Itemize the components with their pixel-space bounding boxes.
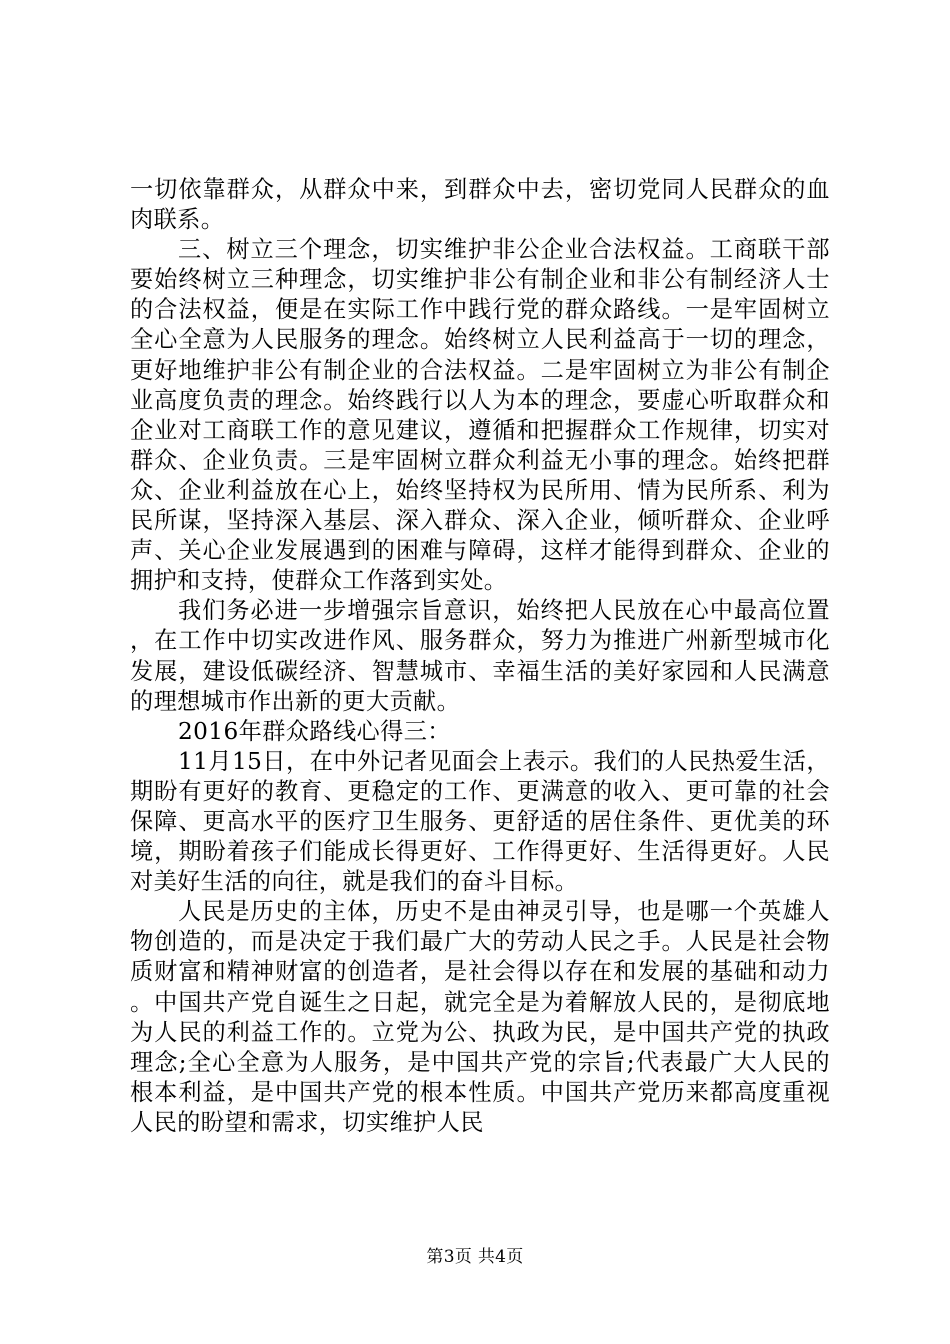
paragraph-three-concepts: 三、树立三个理念，切实维护非公企业合法权益。工商联干部要始终树立三种理念，切实维护非公有制企业和非公有制经济人士的合法权益，便是在实际工作中践行党的群众路线。一是牢固树立全心全意为人民服务的理念。始终树立人民利益高于一切的理念，更好地维护非公有制企业的合法权益。二是牢固树立为非公有制企业高度负责的理念。始终践行以人为本的理念，要虚心听取群众和企业对工商联工作的意见建议，遵循和把握群众工作规律，切实对群众、企业负责。三是牢固树立群众利益无小事的理念。始终把群众、企业利益放在心上，始终坚持权为民所用、情为民所系、利为民所谋，坚持深入基层、深入群众、深入企业，倾听群众、企业呼声、关心企业发展遇到的困难与障碍，这样才能得到群众、企业的拥护和支持，使群众工作落到实处。 (130, 236, 830, 595)
section-heading: 2016年群众路线心得三： (178, 717, 451, 745)
paragraph-people-history: 人民是历史的主体，历史不是由神灵引导，也是哪一个英雄人物创造的，而是决定于我们最广大的劳动人民之手。人民是社会物质财富和精神财富的创造者，是社会得以存在和发展的基础和动力。中国共产党自诞生之日起，就完全是为着解放人民的，是彻底地为人民的利益工作的。立党为公、执政为民，是中国共产党的执政理念;全心全意为人服务，是中国共产党的宗旨;代表最广大人民的根本利益，是中国共产党的根本性质。中国共产党历来都高度重视人民的盼望和需求，切实维护人民 (130, 898, 830, 1136)
document-body (130, 175, 830, 1138)
page-number-footer: 第3页 共4页 (426, 1247, 524, 1267)
paragraph-continuation: 一切依靠群众，从群众中来，到群众中去，密切党同人民群众的血肉联系。 (130, 176, 830, 234)
paragraph-purpose: 我们务必进一步增强宗旨意识，始终把人民放在心中最高位置，在工作中切实改进作风、服务群众，努力为推进广州新型城市化发展，建设低碳经济、智慧城市、幸福生活的美好家园和人民满意的理想城市作出新的更大贡献。 (130, 597, 830, 715)
paragraph-press-conference: 11月15日，在中外记者见面会上表示。我们的人民热爱生活，期盼有更好的教育、更稳定的工作、更满意的收入、更可靠的社会保障、更高水平的医疗卫生服务、更舒适的居住条件、更优美的环境，期盼着孩子们能成长得更好、工作得更好、生活得更好。人民对美好生活的向往，就是我们的奋斗目标。 (130, 747, 830, 896)
